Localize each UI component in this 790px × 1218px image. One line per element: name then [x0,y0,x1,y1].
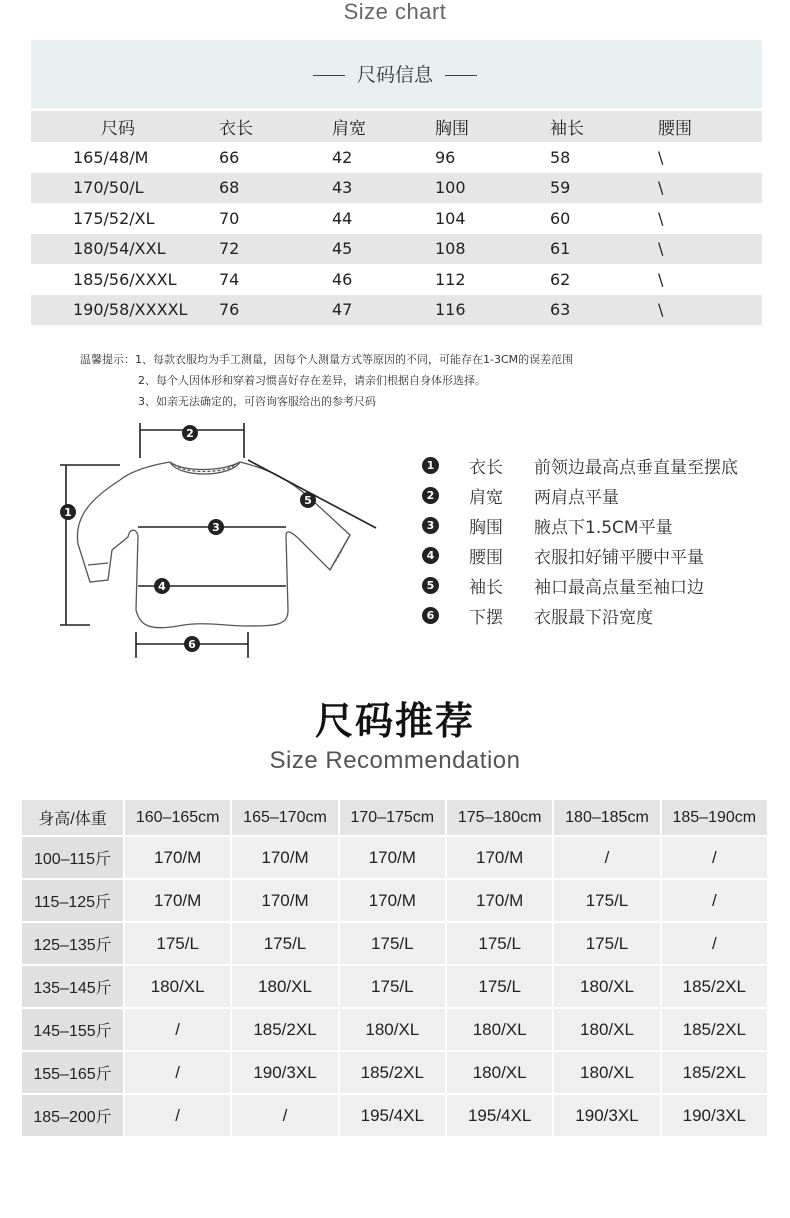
header-cell: 185–190cm [662,800,767,835]
table-cell: 46 [332,269,353,289]
legend-row [422,570,738,600]
header-cell: 胸围 [435,119,469,139]
table-cell: 185/2XL [662,1052,767,1093]
marker-2-label: 2 [186,427,194,440]
table-cell: 47 [332,300,353,320]
table-cell: 42 [332,147,353,167]
table-cell: 170/M [447,880,554,921]
table-cell: 170/50/L [73,178,144,198]
header-cell: 165–170cm [232,800,339,835]
table-row [22,1095,767,1138]
table-cell: 180/XL [554,1009,661,1050]
table-cell: 115–125斤 [22,880,125,921]
table-cell: 100–115斤 [22,837,125,878]
table-cell: 125–135斤 [22,923,125,964]
table-cell: 185/2XL [232,1009,339,1050]
table-cell: 170/M [125,880,232,921]
legend-name: 衣长 [469,457,503,478]
table-cell: 74 [219,269,240,289]
table-cell: 170/M [232,837,339,878]
table-cell: 175/L [340,923,447,964]
table-cell: / [662,923,767,964]
marker-1-label: 1 [64,506,72,519]
legend-number: 3 [422,517,439,534]
header-cell: 180–185cm [554,800,661,835]
legend-desc: 前领边最高点垂直量至摆底 [534,457,738,478]
table-cell: 175/L [340,966,447,1007]
table-cell: 116 [435,300,466,320]
title-dash-right [445,75,477,76]
table-cell: 195/4XL [447,1095,554,1136]
legend-row [422,540,738,570]
marker-3-label: 3 [212,521,220,534]
legend-desc: 两肩点平量 [534,487,619,508]
legend-number: 2 [422,487,439,504]
table-cell: 175/L [554,923,661,964]
legend-name: 腰围 [469,547,503,568]
table-cell: 175/L [125,923,232,964]
legend-row [422,600,738,630]
table-cell: 58 [550,147,571,167]
table-cell: / [125,1095,232,1136]
table-row [22,923,767,966]
note-line: 3、如亲无法确定的，可咨询客服给出的参考尺码 [138,395,376,408]
table-cell: 170/M [125,837,232,878]
table-cell: 43 [332,178,353,198]
table-cell: 175/52/XL [73,208,155,228]
table-row [22,1009,767,1052]
table-cell: 63 [550,300,571,320]
table-cell: 66 [219,147,240,167]
header-cell: 肩宽 [332,119,366,139]
table-cell: 100 [435,178,466,198]
legend-name: 袖长 [469,577,503,598]
table-cell: / [125,1009,232,1050]
legend-desc: 腋点下1.5CM平量 [534,517,673,538]
table-cell: 190/3XL [232,1052,339,1093]
table-cell: 175/L [232,923,339,964]
table-row [22,1052,767,1095]
table-cell: 185/2XL [662,1009,767,1050]
table-cell: 96 [435,147,456,167]
legend-row [422,450,738,480]
table-row [31,173,762,204]
table-cell: 61 [550,239,571,259]
table-cell: / [662,880,767,921]
size-recommendation-table [22,800,767,1138]
legend-name: 肩宽 [469,487,503,508]
table-row [22,837,767,880]
header-cell: 身高/体重 [22,800,125,835]
table-cell: 76 [219,300,240,320]
table-cell: 45 [332,239,353,259]
header-cell: 尺码 [101,119,135,139]
table-cell: 180/XL [340,1009,447,1050]
table-cell: 175/L [447,966,554,1007]
table-cell: \ [658,208,664,228]
table-cell: 72 [219,239,240,259]
table-cell: \ [658,178,664,198]
table-cell: 62 [550,269,571,289]
table-cell: 135–145斤 [22,966,125,1007]
table-cell: 190/3XL [554,1095,661,1136]
title-dash-left [313,75,345,76]
garment-measurement-diagram [50,420,390,665]
table-cell: 60 [550,208,571,228]
table-cell: / [232,1095,339,1136]
table-cell: 170/M [340,880,447,921]
info-title-text: 尺码信息 [356,64,433,86]
legend-row [422,480,738,510]
size-chart-title: Size chart [343,0,447,24]
header-cell: 170–175cm [340,800,447,835]
legend-desc: 袖口最高点量至袖口边 [534,577,704,598]
table-cell: 185/2XL [662,966,767,1007]
legend-number: 1 [422,457,439,474]
info-title [0,60,790,87]
table-cell: 180/XL [554,966,661,1007]
table-cell: 70 [219,208,240,228]
table-cell: 68 [219,178,240,198]
table-cell: 112 [435,269,466,289]
note-line: 2、每个人因体形和穿着习惯喜好存在差异，请亲们根据自身体形选择。 [138,374,486,387]
table-row [22,880,767,923]
legend-row [422,510,738,540]
legend-number: 6 [422,607,439,624]
note-line: 温馨提示：1、每款衣服均为手工测量，因每个人测量方式等原因的不同，可能存在1-3CM的误差范围 [80,353,574,366]
table-cell: \ [658,269,664,289]
header-cell: 腰围 [658,119,692,139]
header-cell: 160–165cm [125,800,232,835]
table-cell: / [554,837,661,878]
table-cell: 185/56/XXXL [73,269,177,289]
table-cell: 175/L [447,923,554,964]
table-cell: 165/48/M [73,147,149,167]
header-cell: 袖长 [550,119,584,139]
legend-desc: 衣服最下沿宽度 [534,607,653,628]
legend-name: 胸围 [469,517,503,538]
legend-name: 下摆 [469,607,503,628]
table-cell: 180/XL [232,966,339,1007]
recommendation-header-row [22,800,767,837]
table-cell: / [125,1052,232,1093]
table-cell: / [662,837,767,878]
table-cell: 180/XL [554,1052,661,1093]
table-cell: 108 [435,239,466,259]
table-cell: 190/58/XXXXL [73,300,188,320]
size-info-table [31,111,762,325]
table-cell: \ [658,300,664,320]
legend-number: 4 [422,547,439,564]
size-table-header [31,111,762,142]
table-cell: 104 [435,208,466,228]
table-cell: 185/2XL [340,1052,447,1093]
table-row [31,142,762,173]
table-cell: 155–165斤 [22,1052,125,1093]
table-row [31,203,762,234]
table-cell: 175/L [554,880,661,921]
table-row [31,295,762,326]
table-cell: \ [658,147,664,167]
table-cell: 44 [332,208,353,228]
table-cell: \ [658,239,664,259]
table-cell: 170/M [232,880,339,921]
table-cell: 180/54/XXL [73,239,166,259]
legend-number: 5 [422,577,439,594]
marker-6-label: 6 [188,638,196,651]
recommendation-title: 尺码推荐 [314,699,475,743]
table-cell: 180/XL [125,966,232,1007]
table-row [31,264,762,295]
table-cell: 170/M [340,837,447,878]
table-cell: 185–200斤 [22,1095,125,1136]
table-row [31,234,762,265]
legend-desc: 衣服扣好铺平腰中平量 [534,547,704,568]
table-cell: 180/XL [447,1009,554,1050]
header-cell: 175–180cm [447,800,554,835]
table-row [22,966,767,1009]
table-cell: 180/XL [447,1052,554,1093]
recommendation-subtitle: Size Recommendation [269,747,521,774]
table-cell: 170/M [447,837,554,878]
header-cell: 衣长 [219,119,253,139]
tips-notes [80,349,573,412]
marker-5-label: 5 [304,494,312,507]
measurement-legend [422,450,738,630]
table-cell: 195/4XL [340,1095,447,1136]
table-cell: 190/3XL [662,1095,767,1136]
marker-4-label: 4 [158,580,166,593]
table-cell: 59 [550,178,571,198]
table-cell: 145–155斤 [22,1009,125,1050]
